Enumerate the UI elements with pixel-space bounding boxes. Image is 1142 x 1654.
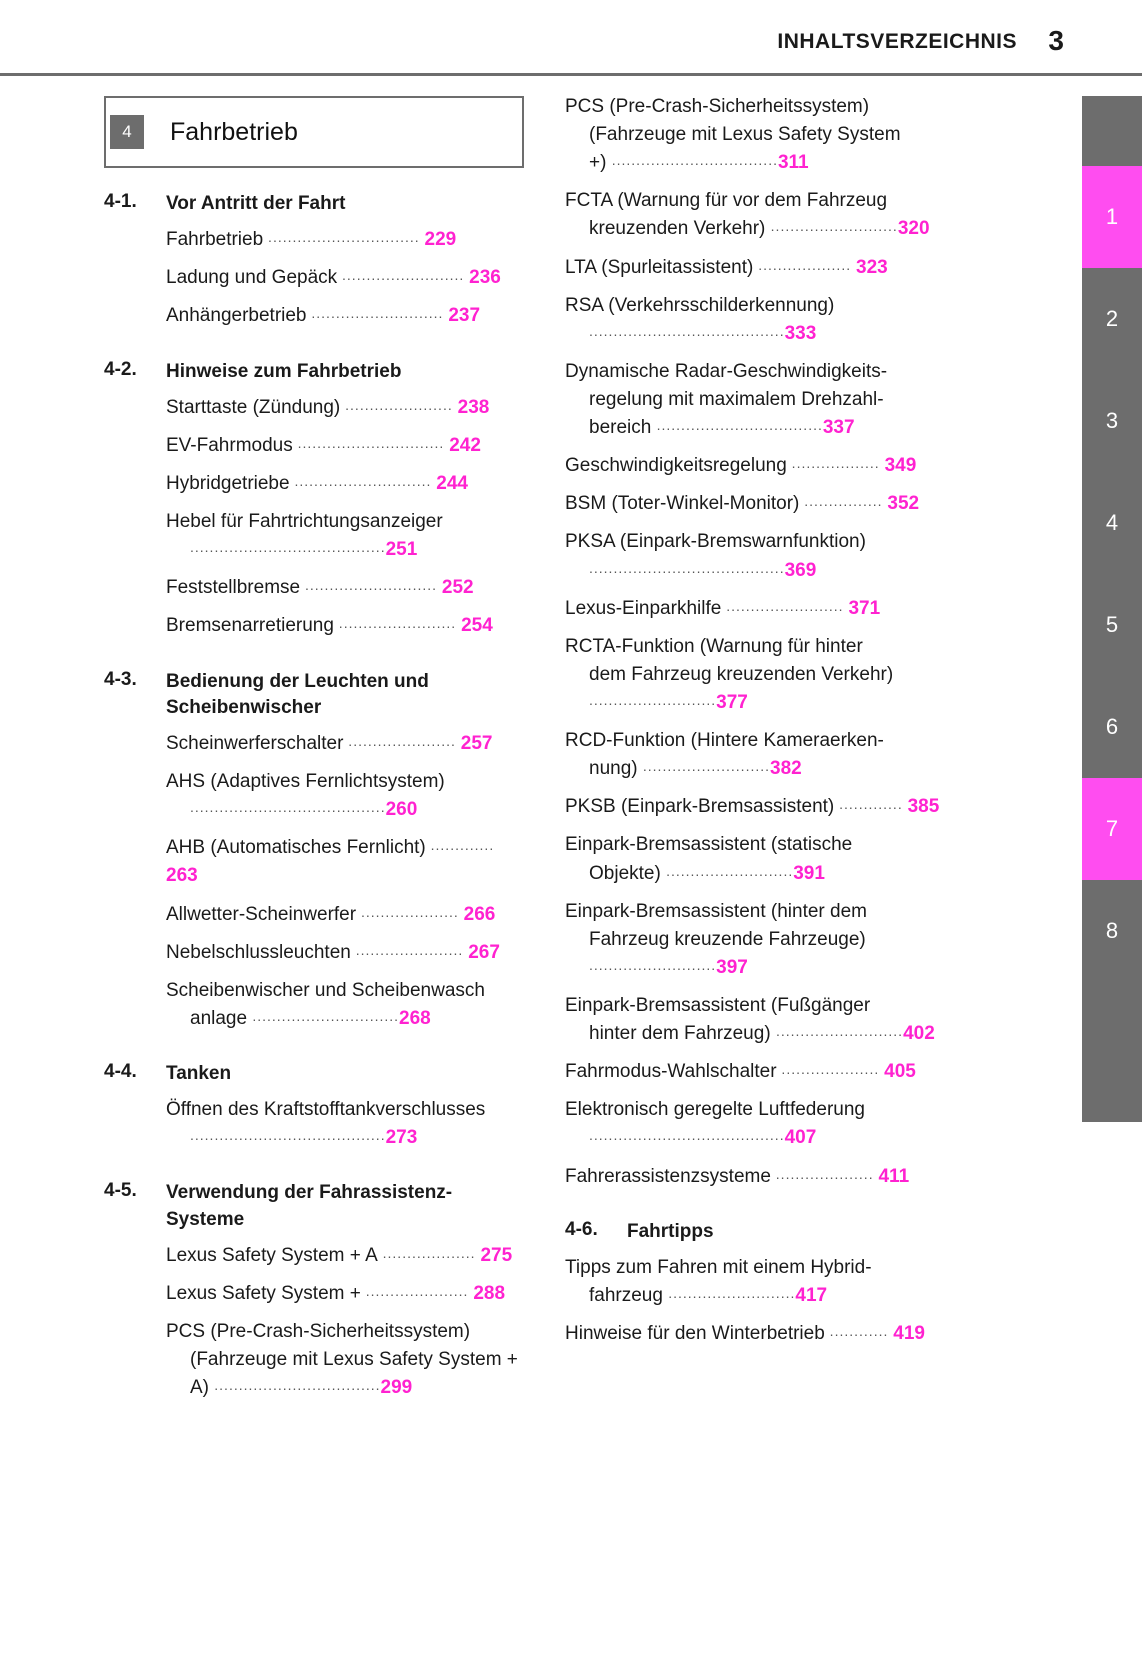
toc-entry[interactable] (166, 427, 524, 465)
toc-right-column (565, 88, 983, 1353)
toc-leader-dots: ........................................ (589, 322, 785, 339)
toc-entry[interactable] (565, 447, 983, 485)
toc-section-title: Tanken (166, 1062, 232, 1084)
chapter-header (104, 96, 524, 168)
toc-leader-dots: ............ (824, 1323, 894, 1340)
chapter-tab-3[interactable]: 3 (1082, 370, 1142, 472)
toc-entry-page: 333 (784, 322, 817, 344)
toc-entry-page: 407 (784, 1127, 817, 1149)
toc-entry-label-cont: Objekte) ..........................391 (589, 862, 825, 884)
toc-section-title: Verwendung der Fahrassistenz-Systeme (166, 1182, 453, 1230)
toc-entry[interactable] (166, 934, 524, 972)
toc-section-number: 4-6. (565, 1218, 598, 1240)
toc-entry-page: 419 (893, 1323, 925, 1345)
toc-entry-label: Lexus Safety System + A (166, 1244, 378, 1266)
toc-entry[interactable] (166, 1091, 524, 1157)
toc-leader-dots: .............................. (252, 1007, 400, 1024)
toc-entry-label-cont: fahrzeug ..........................417 (589, 1284, 828, 1306)
toc-entry-label: Fahrbetrieb (166, 229, 264, 251)
toc-entry-label-cont: dem Fahrzeug kreuzenden Verkehr) ..........................377 (589, 663, 894, 713)
toc-entry[interactable] (565, 287, 983, 353)
toc-entry-page: 266 (463, 903, 496, 925)
toc-entry-label: Einpark-Bremsassistent (hinter dem (565, 900, 867, 922)
toc-entry[interactable] (166, 465, 524, 503)
toc-leader-dots: ........................................ (190, 799, 386, 816)
toc-leader-dots: .................... (356, 903, 464, 920)
toc-entry-page: 369 (784, 559, 817, 581)
toc-entry-page: 263 (166, 865, 198, 887)
toc-entry-label-cont: +) ..................................311 (589, 152, 809, 174)
toc-section-title: Fahrtipps (627, 1220, 714, 1242)
toc-leader-dots: .......................... (668, 1284, 796, 1301)
toc-entry-page: 397 (716, 956, 748, 978)
toc-leader-dots: ................ (799, 493, 888, 510)
toc-entry-page: 267 (468, 941, 500, 963)
toc-entry-label: AHS (Adaptives Fernlichtsystem) (166, 771, 445, 793)
toc-entry-page: 349 (884, 455, 917, 477)
toc-leader-dots: ............................... (263, 229, 425, 246)
toc-entry-label: EV-Fahrmodus (166, 434, 293, 456)
toc-entry[interactable] (166, 1275, 524, 1313)
toc-entry[interactable] (565, 987, 983, 1053)
toc-entry-page: 237 (448, 305, 481, 327)
toc-leader-dots: ........................................ (190, 539, 386, 556)
chapter-title: Fahrbetrieb (170, 117, 298, 146)
toc-entry-label: Tipps zum Fahren mit einem Hybrid- (565, 1256, 872, 1278)
toc-entry-label: Feststellbremse (166, 577, 301, 599)
chapter-number: 4 (110, 115, 144, 149)
toc-entry-leader-line (565, 1124, 983, 1152)
toc-entry-label: FCTA (Warnung für vor dem Fahrzeug (565, 190, 888, 212)
toc-entry[interactable] (565, 1053, 983, 1091)
toc-entry-page: 254 (461, 615, 493, 637)
toc-leader-dots: ........................... (300, 577, 442, 594)
toc-section-number: 4-4. (104, 1060, 137, 1082)
toc-entry-label: Starttaste (Zündung) (166, 396, 341, 418)
toc-entry-page: 268 (399, 1007, 431, 1029)
toc-leader-dots: .......................... (642, 758, 771, 775)
toc-section-number: 4-1. (104, 191, 137, 212)
toc-section-heading (104, 191, 524, 217)
toc-entry[interactable] (565, 788, 983, 826)
toc-entry[interactable] (166, 1313, 524, 1407)
toc-entry-label-cont: A) ..................................299 (190, 1377, 413, 1399)
toc-entry[interactable] (166, 389, 524, 427)
toc-entry-label: Einpark-Bremsassistent (Fußgänger (565, 994, 871, 1016)
page-title: INHALTSVERZEICHNIS (777, 30, 1017, 53)
toc-entry-label: Öffnen des Kraftstofftankverschlusses (166, 1099, 486, 1121)
toc-section-heading (104, 1180, 524, 1232)
toc-leader-dots: ................... (753, 256, 856, 273)
toc-entry-page: 311 (777, 152, 809, 174)
toc-leader-dots: ........................................ (589, 559, 785, 576)
toc-entry-page: 382 (770, 758, 802, 780)
toc-leader-dots: .......................... (775, 1023, 904, 1040)
toc-entry-page: 229 (424, 229, 457, 251)
toc-entry-label-cont: regelung mit maximalem Drehzahl- (589, 388, 884, 410)
toc-section-title: Bedienung der Leuchten und Scheibenwischer (166, 670, 429, 718)
toc-entry[interactable] (166, 1237, 524, 1275)
toc-entry-label: RCTA-Funktion (Warnung für hinter (565, 635, 863, 657)
toc-left-entries (104, 191, 524, 1407)
toc-entry[interactable] (565, 590, 983, 628)
toc-entry-label: LTA (Spurleitassistent) (565, 256, 754, 278)
toc-entry[interactable] (166, 259, 524, 297)
toc-leader-dots: ........................ (333, 615, 462, 632)
toc-entry-leader-line (166, 796, 524, 824)
toc-entry[interactable] (565, 353, 983, 447)
toc-section-title: Vor Antritt der Fahrt (166, 193, 346, 214)
toc-entry-label-cont: (Fahrzeuge mit Lexus Safety System + (190, 1349, 518, 1371)
toc-entry-page: 238 (457, 396, 490, 418)
chapter-tab-8[interactable]: 8 (1082, 880, 1142, 982)
toc-leader-dots: ...................... (340, 396, 458, 413)
chapter-tab-blank[interactable] (1082, 96, 1142, 166)
toc-entry-leader-line (565, 557, 983, 585)
toc-entry-label: Hybridgetriebe (166, 472, 290, 494)
toc-entry-label: Nebelschlussleuchten (166, 941, 351, 963)
toc-entry-page: 320 (897, 218, 930, 240)
toc-entry-page: 323 (856, 256, 888, 278)
toc-left-column (104, 96, 524, 1407)
header-divider (0, 73, 1142, 76)
toc-section-number: 4-2. (104, 358, 137, 380)
chapter-tab-blank[interactable] (1082, 982, 1142, 1052)
toc-entry-label: Allwetter-Scheinwerfer (166, 903, 357, 925)
toc-entry-page: 337 (822, 417, 855, 439)
toc-entry-label: Dynamische Radar-Geschwindigkeits- (565, 360, 888, 382)
toc-entry[interactable] (565, 485, 983, 523)
toc-entry[interactable] (565, 1315, 983, 1353)
toc-leader-dots: .............................. (292, 434, 450, 451)
toc-entry-label: Lexus-Einparkhilfe (565, 597, 722, 619)
toc-entry-page: 252 (441, 577, 474, 599)
toc-entry-page: 288 (473, 1282, 506, 1304)
toc-entry[interactable] (166, 829, 524, 895)
toc-entry[interactable] (565, 523, 983, 589)
toc-leader-dots: ............. (425, 837, 495, 854)
toc-entry-page: 273 (385, 1127, 418, 1149)
toc-entry-label-cont: anlage ..............................268 (190, 1007, 431, 1029)
toc-entry-page: 377 (716, 691, 748, 713)
page-number: 3 (1048, 25, 1064, 56)
toc-right-entries (565, 88, 983, 1353)
toc-leader-dots: .......................... (666, 862, 794, 879)
toc-entry[interactable] (565, 628, 983, 722)
toc-entry[interactable] (166, 763, 524, 829)
toc-entry-label: Geschwindigkeitsregelung (565, 455, 787, 477)
chapter-tab-blank[interactable] (1082, 1052, 1142, 1122)
toc-entry-label: Ladung und Gepäck (166, 267, 338, 289)
toc-entry[interactable] (166, 503, 524, 569)
toc-leader-dots: ......................... (337, 267, 470, 284)
toc-entry-page: 391 (793, 862, 825, 884)
toc-entry[interactable] (565, 1158, 983, 1196)
toc-entry-label-cont: bereich ..................................337 (589, 417, 855, 439)
chapter-tab-5[interactable]: 5 (1082, 574, 1142, 676)
chapter-tab-7[interactable]: 7 (1082, 778, 1142, 880)
toc-leader-dots: .......................... (770, 218, 898, 235)
toc-entry-label-cont: (Fahrzeuge mit Lexus Safety System (589, 124, 901, 146)
toc-leader-dots: ...................... (350, 941, 469, 958)
toc-entry-page: 299 (380, 1377, 413, 1399)
toc-entry-leader-line (166, 1124, 524, 1152)
toc-entry-label: Scheinwerferschalter (166, 732, 344, 754)
toc-entry-label: Hebel für Fahrtrichtungsanzeiger (166, 511, 443, 533)
toc-leader-dots: .................................. (656, 417, 823, 434)
toc-leader-dots: .......................... (589, 691, 717, 708)
toc-entry-page: 371 (848, 597, 881, 619)
toc-entry-page: 352 (887, 493, 920, 515)
toc-entry[interactable] (166, 221, 524, 259)
toc-section-heading (104, 1061, 524, 1087)
chapter-tab-2[interactable]: 2 (1082, 268, 1142, 370)
chapter-tab-1[interactable]: 1 (1082, 166, 1142, 268)
toc-entry[interactable] (565, 88, 983, 182)
chapter-tab-6[interactable]: 6 (1082, 676, 1142, 778)
toc-entry-label-cont: kreuzenden Verkehr) ..........................320 (589, 218, 930, 240)
toc-leader-dots: ................... (377, 1244, 481, 1261)
toc-leader-dots: ........................ (721, 597, 849, 614)
toc-entry[interactable] (166, 972, 524, 1038)
toc-entry-page: 251 (385, 539, 418, 561)
toc-leader-dots: .................................. (611, 152, 778, 169)
toc-leader-dots: ........................................ (589, 1127, 785, 1144)
toc-entry-page: 257 (460, 732, 493, 754)
toc-entry[interactable] (166, 297, 524, 335)
toc-entry[interactable] (565, 826, 983, 892)
toc-entry[interactable] (565, 893, 983, 987)
toc-entry-label: Einpark-Bremsassistent (statische (565, 834, 853, 856)
toc-entry-page: 242 (449, 434, 481, 456)
toc-entry-page: 402 (903, 1023, 935, 1045)
toc-entry-page: 260 (385, 799, 418, 821)
toc-entry-page: 411 (878, 1165, 910, 1187)
toc-entry[interactable] (565, 249, 983, 287)
toc-entry-label: PKSA (Einpark-Bremswarnfunktion) (565, 531, 866, 553)
toc-entry-label-cont: Fahrzeug kreuzende Fahrzeuge) ..........................397 (589, 928, 866, 978)
toc-leader-dots: .......................... (589, 956, 717, 973)
toc-leader-dots: ..................... (360, 1282, 474, 1299)
toc-entry-label: Fahrerassistenzsysteme (565, 1165, 771, 1187)
toc-leader-dots: .................. (786, 455, 885, 472)
toc-entry-label: Fahrmodus-Wahlschalter (565, 1061, 777, 1083)
toc-entry-label: Hinweise für den Winterbetrieb (565, 1323, 825, 1345)
toc-entry-label: Anhängerbetrieb (166, 305, 307, 327)
toc-leader-dots: ........................................ (190, 1127, 386, 1144)
toc-entry-label: Bremsenarretierung (166, 615, 334, 637)
toc-entry-page: 385 (907, 796, 940, 818)
toc-entry-label: Elektronisch geregelte Luftfederung (565, 1099, 865, 1121)
toc-entry-label: AHB (Automatisches Fernlicht) (166, 837, 426, 859)
toc-entry[interactable] (565, 182, 983, 248)
toc-entry-page: 244 (436, 472, 468, 494)
toc-entry[interactable] (565, 1091, 983, 1157)
toc-entry-page: 236 (469, 267, 501, 289)
toc-leader-dots: ............. (834, 796, 908, 813)
toc-entry-label: PCS (Pre-Crash-Sicherheitssystem) (166, 1321, 471, 1343)
toc-leader-dots: ........................... (306, 305, 449, 322)
toc-leader-dots: ...................... (343, 732, 461, 749)
toc-entry-label: Lexus Safety System + (166, 1282, 361, 1304)
toc-entry-label: Scheibenwischer und Scheibenwasch (166, 979, 485, 1001)
toc-entry[interactable] (565, 722, 983, 788)
toc-leader-dots: .................................. (214, 1377, 381, 1394)
toc-entry-label-cont: hinter dem Fahrzeug) ..........................402 (589, 1023, 935, 1045)
toc-entry-label: RCD-Funktion (Hintere Kameraerken- (565, 730, 884, 752)
toc-entry-label: PKSB (Einpark-Bremsassistent) (565, 796, 835, 818)
toc-entry-page: 275 (480, 1244, 513, 1266)
toc-entry[interactable] (166, 607, 524, 645)
toc-entry-leader-line (166, 536, 524, 564)
toc-entry[interactable] (166, 725, 524, 763)
toc-entry-page: 417 (795, 1284, 828, 1306)
chapter-tab-4[interactable]: 4 (1082, 472, 1142, 574)
toc-entry-label: PCS (Pre-Crash-Sicherheitssystem) (565, 96, 870, 117)
toc-entry[interactable] (166, 569, 524, 607)
toc-section-title: Hinweise zum Fahrbetrieb (166, 360, 402, 382)
toc-entry[interactable] (565, 1249, 983, 1315)
toc-entry-leader-line (565, 320, 983, 348)
toc-entry[interactable] (166, 896, 524, 934)
toc-entry-label-cont: nung) ..........................382 (589, 758, 802, 780)
toc-leader-dots: .................... (770, 1165, 879, 1182)
toc-entry-label: BSM (Toter-Winkel-Monitor) (565, 493, 800, 515)
toc-entry-page: 405 (884, 1061, 916, 1083)
chapter-tab-rail (1082, 96, 1142, 1122)
toc-section-heading (104, 359, 524, 385)
toc-leader-dots: .................... (776, 1061, 885, 1078)
toc-section-heading (565, 1219, 983, 1245)
toc-leader-dots: ............................ (289, 472, 437, 489)
toc-entry-label: RSA (Verkehrsschilderkennung) (565, 294, 835, 316)
toc-section-number: 4-3. (104, 668, 137, 690)
toc-section-number: 4-5. (104, 1180, 137, 1202)
page-header (0, 0, 1142, 74)
toc-section-heading (104, 669, 524, 721)
